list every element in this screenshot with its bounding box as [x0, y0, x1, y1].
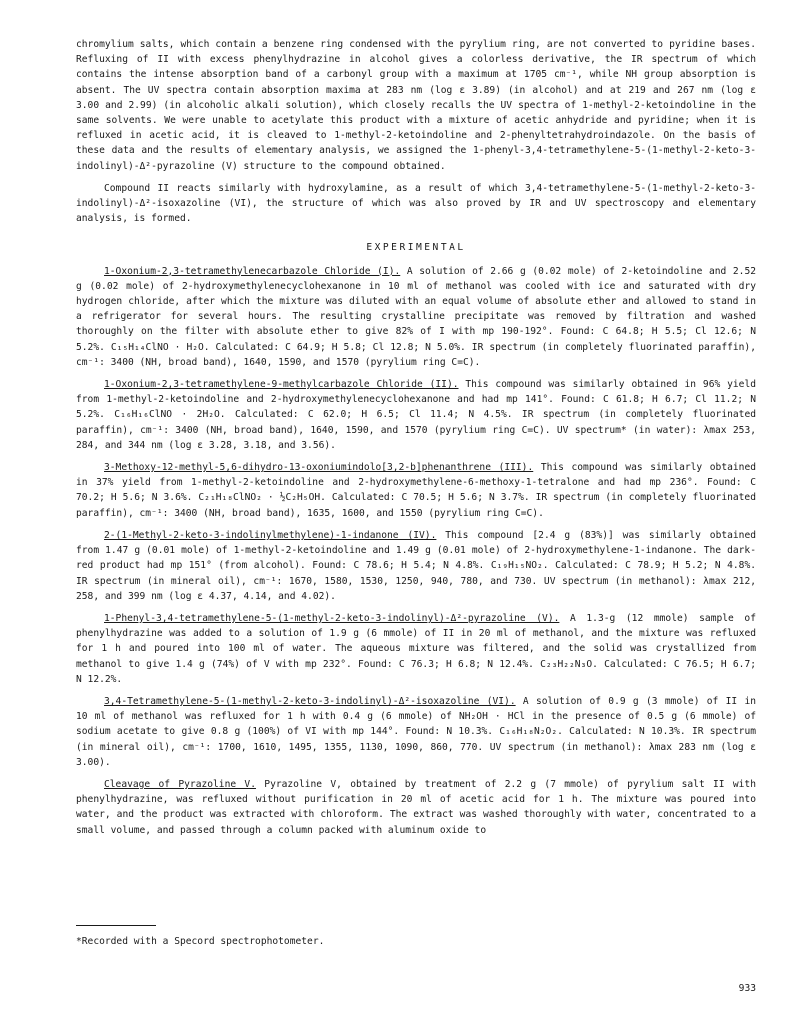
experimental-paragraph [76, 777, 756, 838]
compound-title: 1-Oxonium-2,3-tetramethylene-9-methylcarbazole Chloride (II). [104, 379, 459, 391]
experimental-paragraph [76, 528, 756, 604]
experimental-paragraph [76, 264, 756, 370]
page-number: 933 [738, 983, 756, 994]
paragraph-hydroxylamine: Compound II reacts similarly with hydroxylamine, as a result of which 3,4-tetramethylene-5-(1-methyl-2-keto-3-indolinyl)-Δ²-isoxazoline (VI), the structure of which was also proved by IR and UV spectroscopy and elementary analysis, is formed. [76, 182, 756, 225]
experimental-paragraph [76, 611, 756, 687]
procedure-text: This compound was similarly obtained in 37% yield from 1-methyl-2-ketoindoline and 2-hydroxymethylene-6-methoxy-1-tetralone and had mp 236°. Found: C 70.2; H 5.6; N 3.6%. C₂₁H₁₈ClNO₂ · ½C₂H₅OH. Calculated: C 70.5; H 5.6; N 3.7%. IR spectrum (in completely fluorinated paraffin), cm⁻¹: 3400 (NH, broad band), 1635, 1600, and 1550 (pyrylium ring C=C). [76, 462, 756, 519]
footnote: *Recorded with a Specord spectrophotometer. [76, 936, 325, 947]
experimental-paragraph [76, 377, 756, 453]
procedure-text: A 1.3-g (12 mmole) sample of phenylhydrazine was added to a solution of 1.9 g (6 mmole) of II in 20 ml of methanol, and the mixture was refluxed for 1 h and poured into 100 ml of water. The aqueous mixture was filtered, and the solid was crystallized from methanol to give 1.4 g (74%) of V with mp 232°. Found: C 76.3; H 6.8; N 12.4%. C₂₃H₂₂N₃O. Calculated: C 76.5; H 6.7; N 12.2%. [76, 612, 756, 685]
procedure-text: Pyrazoline V, obtained by treatment of 2.2 g (7 mmole) of pyrylium salt II with phenylhydrazine, was refluxed without purification in 20 ml of acetic acid for 1 h. The mixture was poured into water, and the product was extracted with chloroform. The extract was washed thoroughly with water, concentrated to a small volume, and passed through a column packed with aluminum oxide to [76, 778, 756, 836]
compound-title: 1-Oxonium-2,3-tetramethylenecarbazole Chloride (I). [104, 265, 401, 277]
experimental-paragraph [76, 460, 756, 521]
compound-title: 3-Methoxy-12-methyl-5,6-dihydro-13-oxoniumindolo[3,2-b]phenanthrene (III). [104, 462, 534, 474]
compound-title: 1-Phenyl-3,4-tetramethylene-5-(1-methyl-2-keto-3-indolinyl)-Δ²-pyrazoline (V). [104, 612, 560, 624]
compound-title: 3,4-Tetramethylene-5-(1-methyl-2-keto-3-indolinyl)-Δ²-isoxazoline (VI). [104, 695, 516, 707]
procedure-text: This compound was similarly obtained in 96% yield from 1-methyl-2-ketoindoline and 2-hydroxymethylenecyclohexanone and had mp 141°. Found: C 61.8; H 6.7; Cl 11.2; N 5.2%. C₁₆H₁₆ClNO · 2H₂O. Calculated: C 62.0; H 6.5; Cl 11.4; N 4.5%. IR spectrum (in completely fluorinated paraffin), cm⁻¹: 3400 (NH, broad band), 1640, 1590, and 1570 (pyrylium ring C=C). UV spectrum* (in water): λmax 253, 284, and 344 nm (log ε 3.28, 3.18, and 3.56). [76, 379, 756, 451]
compound-title: 2-(1-Methyl-2-keto-3-indolinylmethylene)-1-indanone (IV). [104, 529, 437, 541]
procedure-text: A solution of 2.66 g (0.02 mole) of 2-ketoindoline and 2.52 g (0.02 mole) of 2-hydroxymethylenecyclohexanone in 10 ml of methanol was cooled with ice and saturated with dry hydrogen chloride, after which the mixture was diluted with an equal volume of absolute ether and allowed to stand in a refrigerator for several hours. The resulting crystalline precipitate was removed by filtration and washed thoroughly on the filter with absolute ether to give 82% of I with mp 190-192°. Found: C 64.8; H 5.5; Cl 12.6; N 5.2%. C₁₅H₁₄ClNO · H₂O. Calculated: C 64.9; H 5.8; Cl 12.8; N 5.0%. IR spectrum (in completely fluorinated paraffin), cm⁻¹: 3400 (NH, broad band), 1640, 1590, and 1570 (pyrylium ring C=C). [76, 265, 756, 368]
paragraph-intro-continued: chromylium salts, which contain a benzene ring condensed with the pyrylium ring, are not converted to pyridine bases. Refluxing of II with excess phenylhydrazine in alcohol gives a colorless derivative, the IR spectrum of which contains the intense absorption band of a carbonyl group with a maximum at 1705 cm⁻¹, while NH group absorption is absent. The UV spectra contain absorption maxima at 283 nm (log ε 3.89) (in alcohol) and at 219 and 267 nm (log ε 3.00 and 2.99) (in alcoholic alkali solution), which closely recalls the UV spectra of 1-methyl-2-ketoindoline in the same solvents. We were unable to acetylate this product with a mixture of acetic anhydride and pyridine; when it is refluxed in acetic acid, it is cleaved to 1-methyl-2-ketoindoline and 2-phenyltetrahydroindazole. On the basis of these data and the results of elementary analysis, we assigned the 1-phenyl-3,4-tetramethylene-5-(1-methyl-2-keto-3-indolinyl)-Δ²-pyrazoline (V) structure to the compound obtained. [76, 39, 756, 172]
procedure-text: A solution of 0.9 g (3 mmole) of II in 10 ml of methanol was refluxed for 1 h with 0.4 g (6 mmole) of NH₂OH · HCl in the presence of 0.5 g (6 mmole) of sodium acetate to give 0.8 g (100%) of VI with mp 144°. Found: N 10.3%. C₁₆H₁₈N₂O₂. Calculated: N 10.3%. IR spectrum (in mineral oil), cm⁻¹: 1700, 1610, 1495, 1355, 1130, 1090, 860, 770. UV spectrum (in methanol): λmax 283 nm (log ε 3.00). [76, 695, 756, 768]
footnote-divider [76, 925, 156, 926]
section-heading-experimental: EXPERIMENTAL [366, 242, 466, 254]
body-text [76, 37, 756, 845]
experimental-paragraph [76, 694, 756, 770]
compound-title: Cleavage of Pyrazoline V. [104, 778, 256, 790]
procedure-text: This compound [2.4 g (83%)] was similarly obtained from 1.47 g (0.01 mole) of 1-methyl-2-ketoindoline and 1.49 g (0.01 mole) of 2-hydroxymethylene-1-indanone. The dark-red product had mp 151° (from alcohol). Found: C 78.6; H 5.4; N 4.8%. C₁₉H₁₅NO₂. Calculated: C 78.9; H 5.2; N 4.8%. IR spectrum (in mineral oil), cm⁻¹: 1670, 1580, 1530, 1250, 940, 780, and 730. UV spectrum (in methanol): λmax 212, 258, and 399 nm (log ε 4.37, 4.14, and 4.02). [76, 529, 757, 602]
